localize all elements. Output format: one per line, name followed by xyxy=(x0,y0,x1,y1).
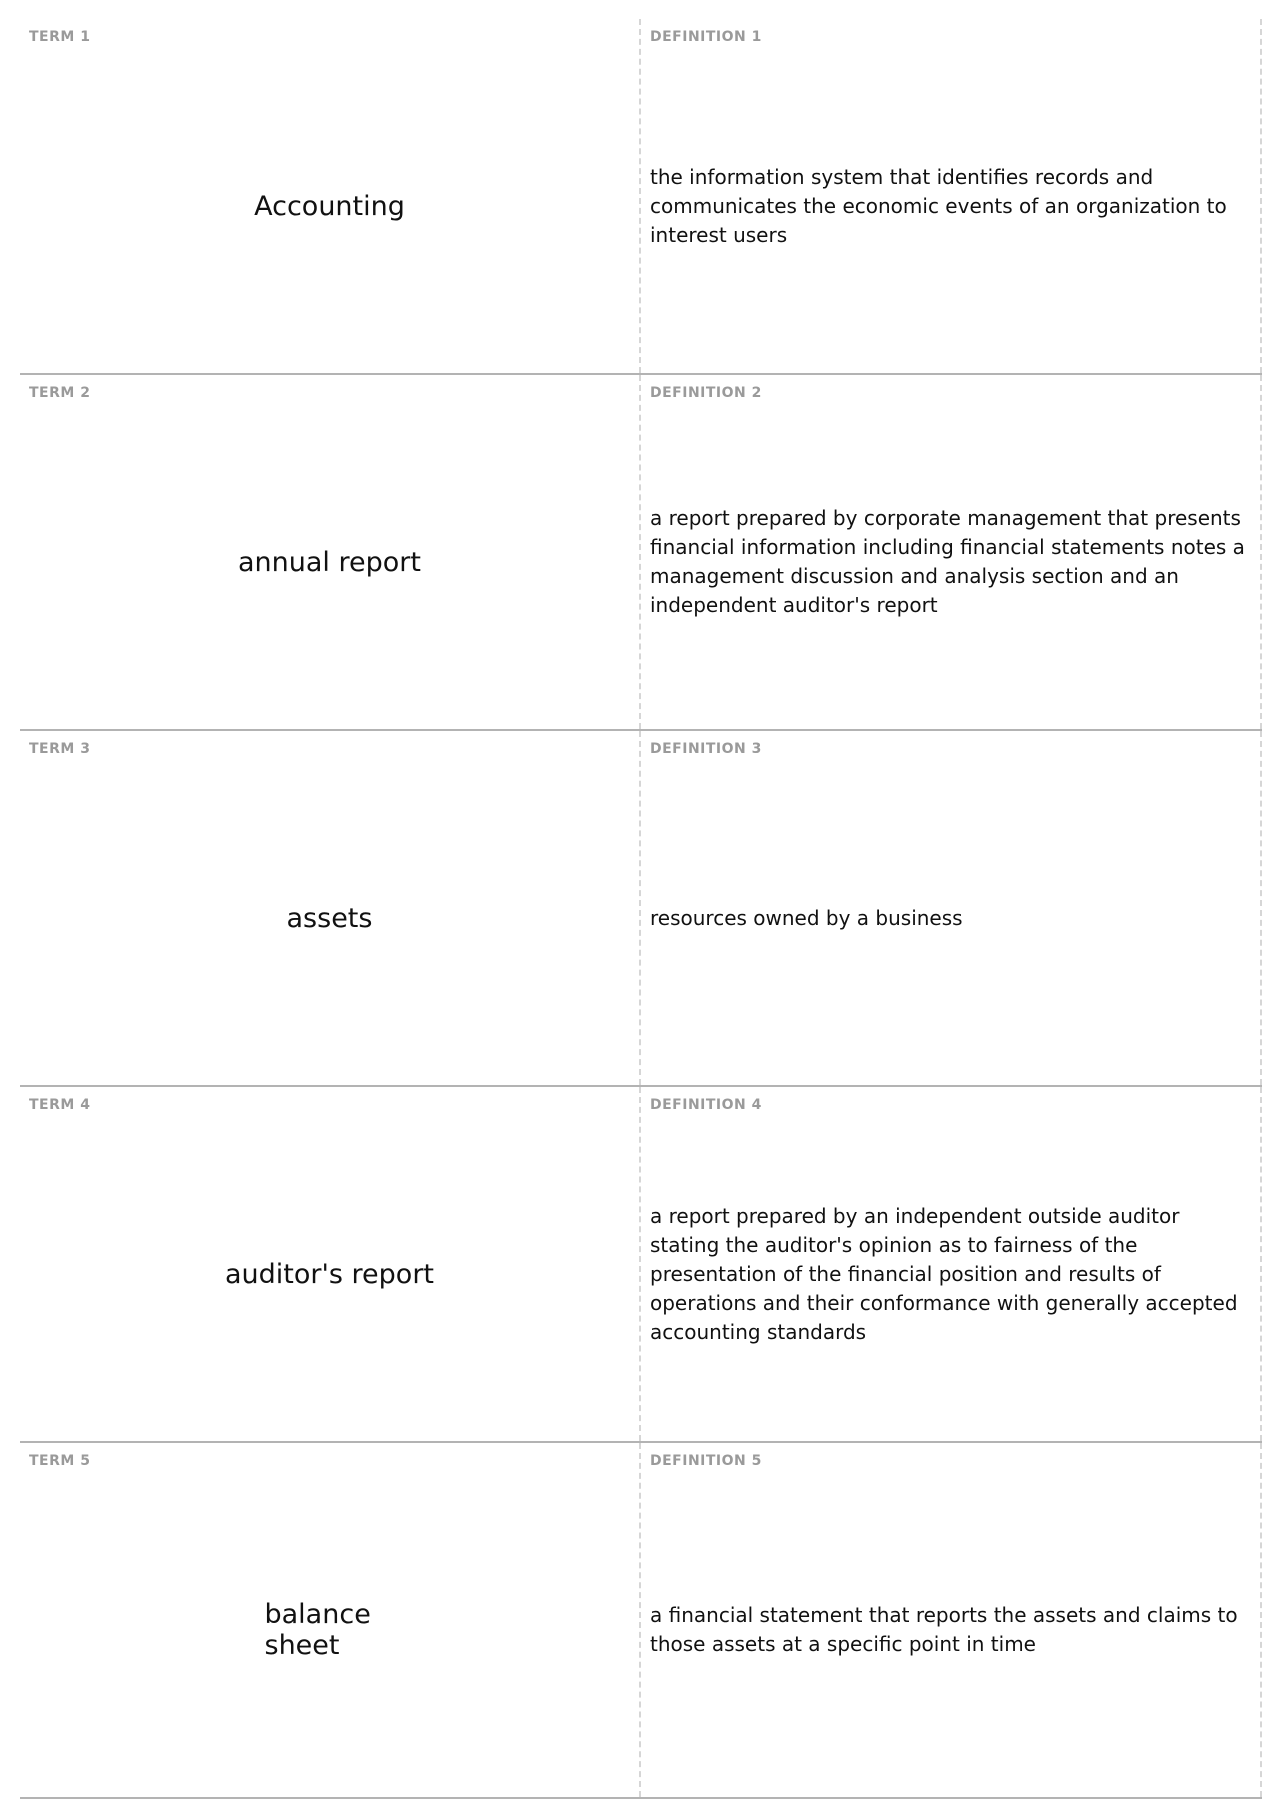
term-text: auditor's report xyxy=(224,1258,435,1290)
term-label: TERM 3 xyxy=(29,741,91,757)
term-label: TERM 1 xyxy=(29,29,91,45)
flashcard-row xyxy=(20,1087,1262,1443)
definition-label: DEFINITION 4 xyxy=(650,1097,762,1113)
definition-label: DEFINITION 3 xyxy=(650,741,762,757)
term-cell xyxy=(20,1443,641,1797)
definition-label: DEFINITION 5 xyxy=(650,1453,762,1469)
flashcard-row xyxy=(20,19,1262,375)
flashcard-sheet xyxy=(20,19,1262,1799)
term-label: TERM 2 xyxy=(29,385,91,401)
flashcard-row xyxy=(20,1443,1262,1799)
flashcard-row xyxy=(20,375,1262,731)
definition-cell xyxy=(641,375,1262,729)
definition-text-wrapper xyxy=(650,1443,1246,1797)
definition-cell xyxy=(641,1443,1262,1797)
term-label: TERM 4 xyxy=(29,1097,91,1113)
term-cell xyxy=(20,19,641,373)
term-text-wrapper xyxy=(20,375,639,729)
term-label: TERM 5 xyxy=(29,1453,91,1469)
definition-cell xyxy=(641,1087,1262,1441)
definition-cell xyxy=(641,731,1262,1085)
term-text: Accounting xyxy=(254,190,405,222)
term-text-wrapper xyxy=(20,1087,639,1441)
definition-label: DEFINITION 2 xyxy=(650,385,762,401)
definition-text-wrapper xyxy=(650,375,1246,729)
definition-text: the information system that identifies records and communicates the economic events of an organization to interest users xyxy=(650,164,1227,247)
flashcard-row xyxy=(20,731,1262,1087)
definition-text-wrapper xyxy=(650,731,1246,1085)
term-text: assets xyxy=(286,902,373,934)
term-text-wrapper xyxy=(20,1443,639,1797)
term-cell xyxy=(20,731,641,1085)
definition-label: DEFINITION 1 xyxy=(650,29,762,45)
definition-cell xyxy=(641,19,1262,373)
term-text: balance sheet xyxy=(264,1599,371,1661)
definition-text: a report prepared by an independent outside auditor stating the auditor's opinion as to fairness of the presentation of the financial position and results of operations and their conformance with generally accepted accounting standards xyxy=(650,1203,1238,1344)
definition-text: a financial statement that reports the assets and claims to those assets at a specific point in time xyxy=(650,1603,1238,1656)
term-cell xyxy=(20,1087,641,1441)
term-text-wrapper xyxy=(20,731,639,1085)
definition-text: a report prepared by corporate management that presents financial information including financial statements notes a management discussion and analysis section and an independent auditor's report xyxy=(650,506,1245,617)
term-text-wrapper xyxy=(20,19,639,373)
definition-text-wrapper xyxy=(650,1087,1246,1441)
term-cell xyxy=(20,375,641,729)
term-text: annual report xyxy=(238,546,421,578)
definition-text-wrapper xyxy=(650,19,1246,373)
definition-text: resources owned by a business xyxy=(650,905,963,930)
